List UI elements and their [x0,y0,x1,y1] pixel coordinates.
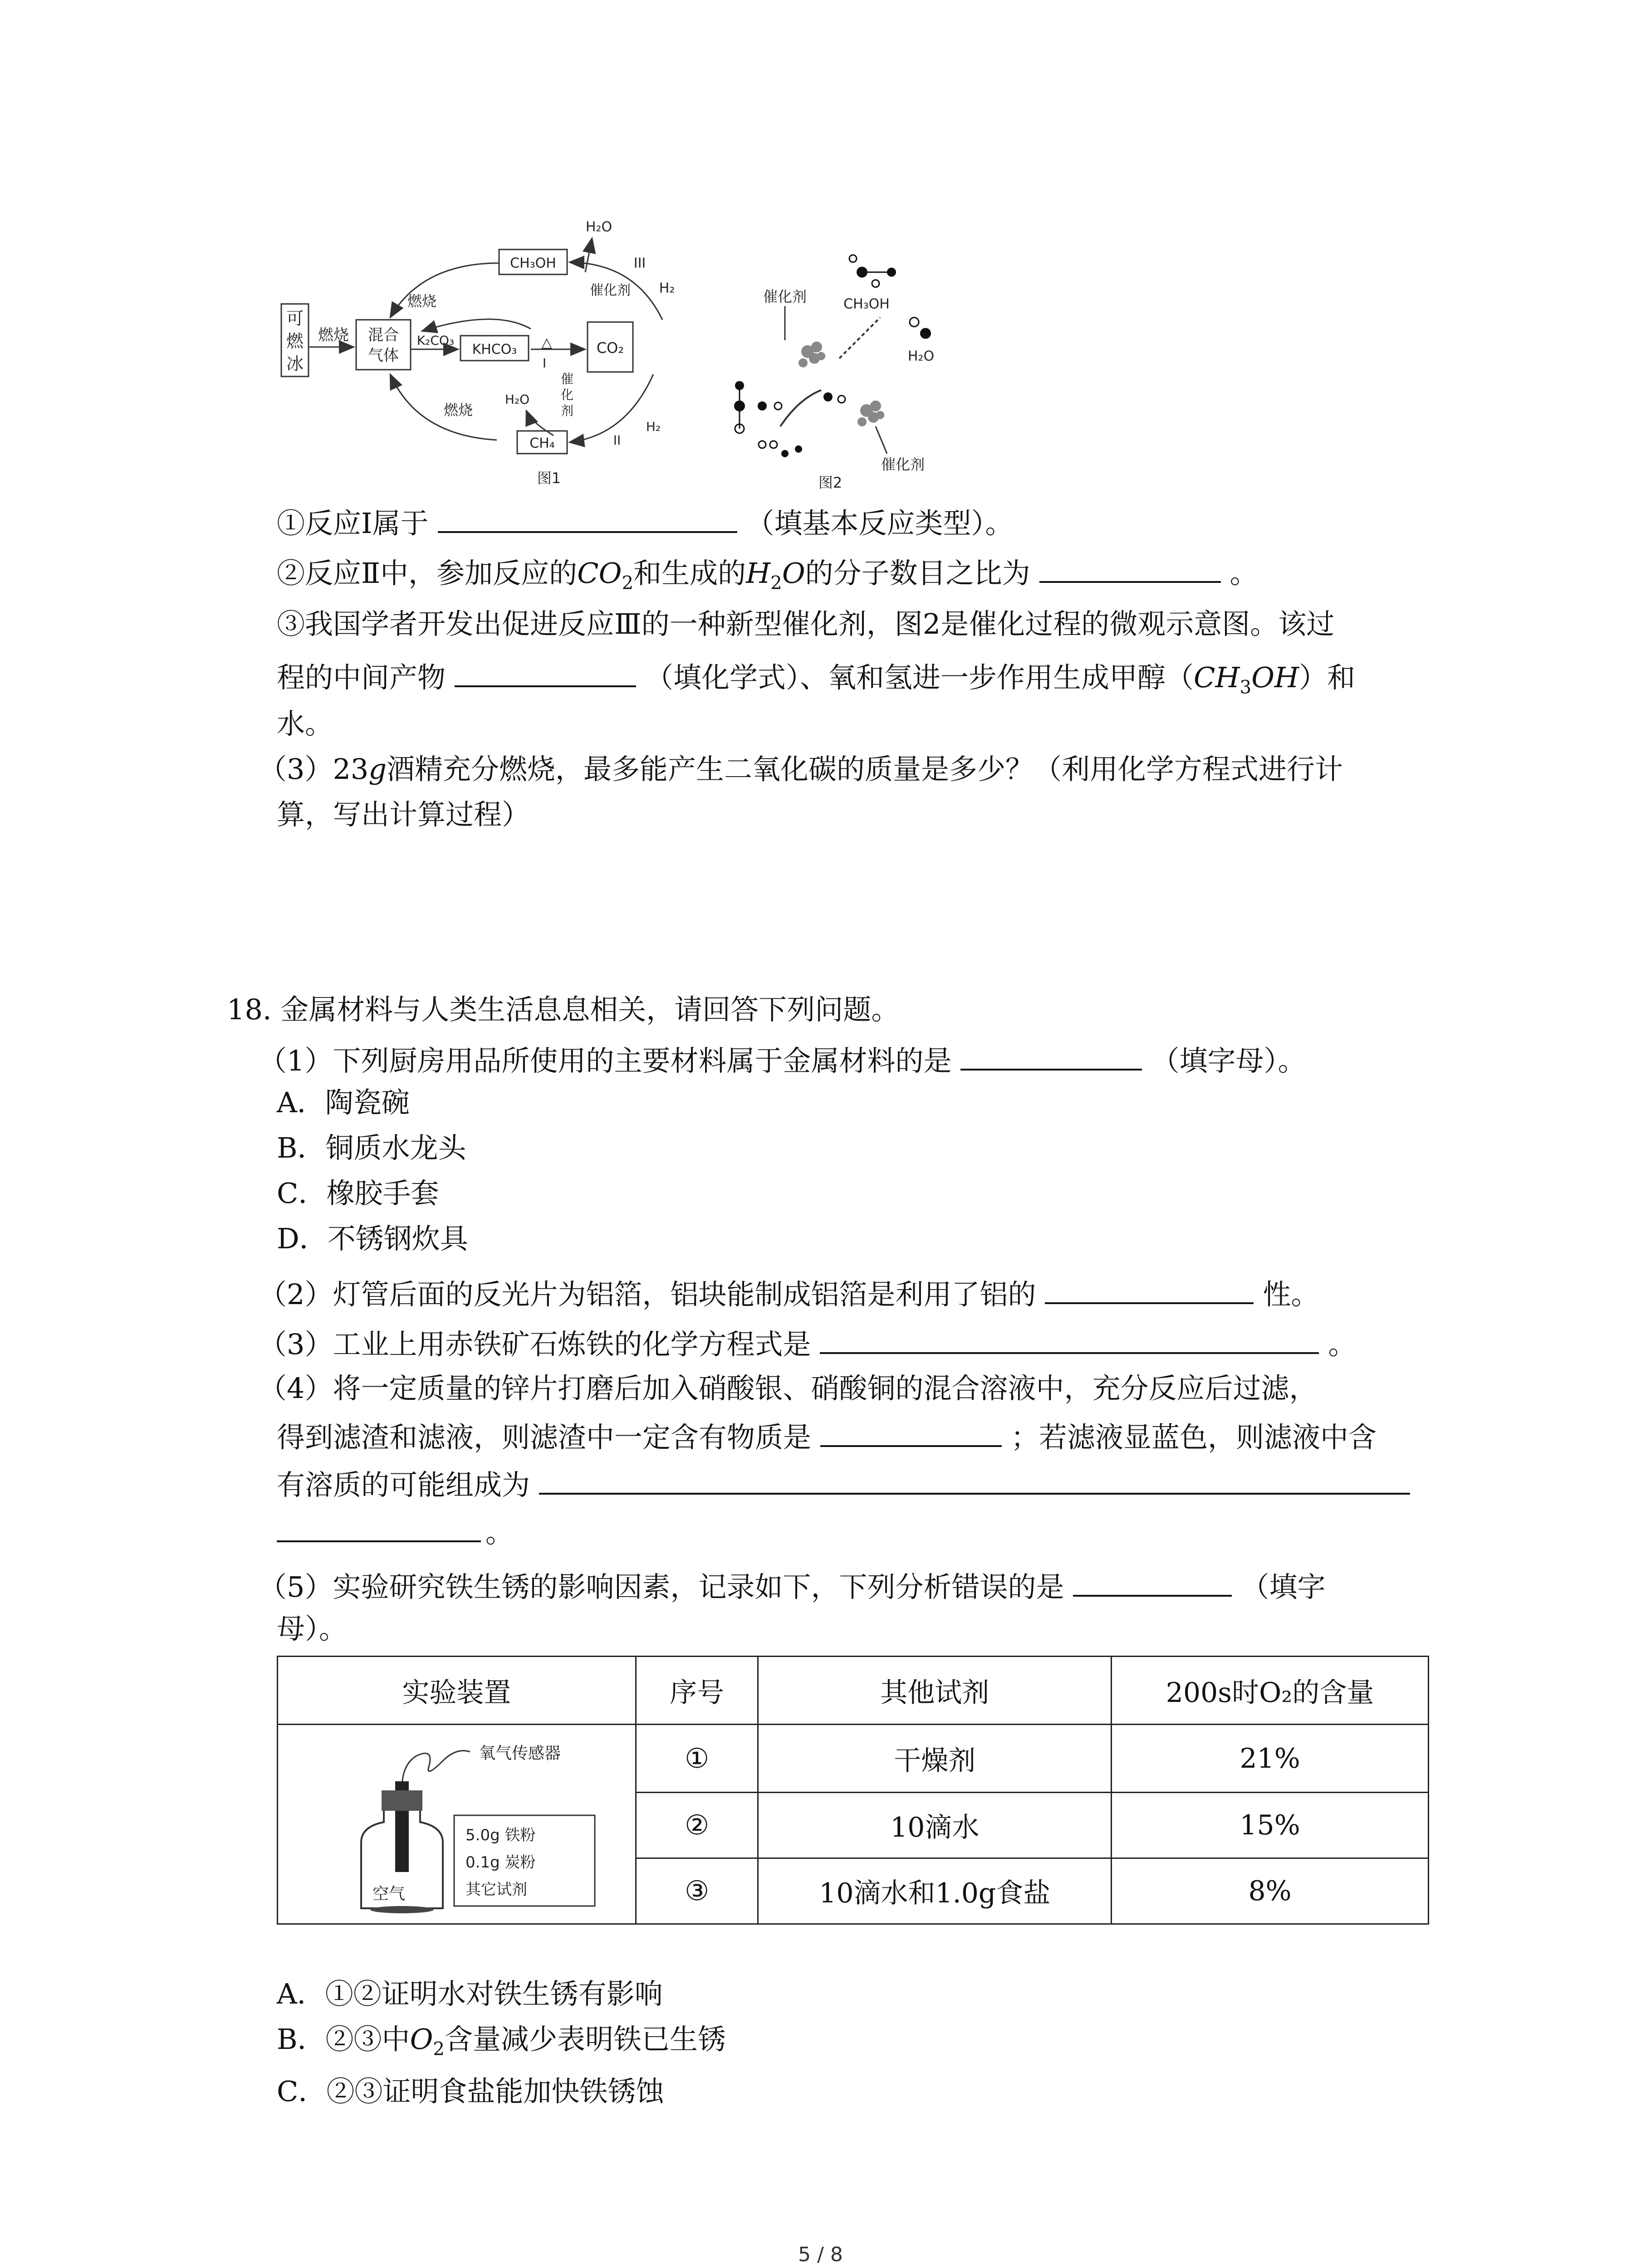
page-number: 5 / 8 [798,2243,843,2266]
h2-top-label: H₂ [659,280,675,296]
q18-s4-pre: 得到滤渣和滤液，则滤渣中一定含有物质是 [277,1421,812,1454]
burn-label-top: 燃烧 [407,293,437,310]
ch4-label: CH₄ [529,435,555,451]
q18-s5-option-b-sub: 2 [433,2038,445,2060]
experiment-table [277,1656,1429,1925]
q17-part3-ch3oh-sub: 3 [1239,676,1252,698]
catalyst-bottom-char-1: 催 [560,371,574,386]
q17-part3-line3: 水。 [277,707,333,740]
q17-part1-post: （填基本反应类型）。 [746,507,1014,540]
header-reagent: 其他试剂 [758,1657,1112,1725]
q18-s1-pre: （1）下列厨房用品所使用的主要材料属于金属材料的是 [259,1044,952,1077]
mixed-gas-line-1: 混合 [368,326,399,344]
q18-s2-pre: （2）灯管后面的反光片为铝箔，铝块能制成铝箔是利用了铝的 [259,1278,1036,1311]
q18-s4-line4-post: 。 [485,1516,514,1549]
q17-part2-h2o-sub: 2 [770,572,782,594]
q18-s5-option-b-post: 含量减少表明铁已生锈 [445,2023,726,2056]
q17-q3-pre: （3）23 [259,753,369,786]
burn-label-bottom: 燃烧 [443,401,473,419]
air-label: 空气 [372,1884,406,1903]
q18-s3-post: 。 [1328,1328,1357,1361]
q18-s5-option-b-o2: O [410,2023,433,2056]
q17-part2-blank[interactable] [1039,556,1221,583]
reactant-molecules [734,381,802,457]
q18-s5-pre: （5）实验研究铁生锈的影响因素，记录如下，下列分析错误的是 [259,1570,1064,1603]
catalyst-bottom-char-3: 剂 [560,403,574,418]
q17-part2-co2: CO [577,557,622,590]
row2-o2: 15% [1112,1793,1429,1858]
q17-part3-ch3oh-b: OH [1251,661,1299,694]
q18-s4-blank-solute[interactable] [539,1467,1410,1495]
methanol-molecule [849,255,896,287]
ch3oh-label: CH₃OH [510,255,556,271]
bottle-stopper [382,1790,422,1811]
reaction-ii-label: II [613,433,621,448]
catalyst-particle-bottom [857,401,884,426]
catalyst-label-bottom: 催化剂 [881,456,925,473]
q18-option-d: D．不锈钢炊具 [277,1222,468,1255]
figure-1-caption: 图1 [537,469,561,487]
ch3oh-label-fig2: CH₃OH [843,296,890,312]
q18-s4-blank-solute-cont[interactable] [277,1515,481,1542]
q18-s5-line2: 母）。 [277,1612,348,1645]
catalyst-label-top: 催化剂 [763,288,807,305]
q17-part2-mid: 和生成的 [633,557,746,590]
figure-1-cycle-diagram [272,209,735,499]
q17-part3-blank[interactable] [455,660,636,687]
contents-other: 其它试剂 [465,1880,528,1899]
catalyst-bottom-char-2: 化 [560,387,574,402]
q17-part2-pre: ②反应Ⅱ中，参加反应的 [277,557,578,590]
q18-option-a: A．陶瓷碗 [277,1086,410,1119]
q18-s1-post: （填字母）。 [1151,1044,1306,1077]
mixed-gas-line-2: 气体 [368,347,399,365]
heat-symbol: △ [541,335,552,351]
q18-s4-line3-pre: 有溶质的可能组成为 [277,1468,530,1501]
q18-s5-option-b [277,2025,726,2058]
row1-o2: 21% [1112,1725,1429,1793]
catalyst-particle-top [798,342,825,367]
q18-s5-option-b-pre: B．②③中 [277,2023,410,2056]
q17-q3-line1 [259,753,1343,786]
q17-q3-g: g [368,753,387,786]
q18-s4-line4 [277,1515,514,1547]
q17-part3-line2 [277,660,1355,697]
combustible-ice-char-1: 可 [286,308,304,328]
row2-number: ② [636,1793,758,1858]
row1-reagent: 干燥剂 [758,1725,1112,1793]
q18-s5-blank[interactable] [1073,1569,1232,1597]
q18-s2-post: 性。 [1263,1278,1319,1311]
q18-s2-blank[interactable] [1045,1277,1254,1304]
q17-part3-pre: 程的中间产物 [277,661,446,694]
q17-part2-post: 的分子数目之比为 [805,557,1030,590]
q17-part3-end: ）和 [1299,661,1356,694]
header-apparatus: 实验装置 [278,1657,636,1725]
figure-2-micro-diagram [730,254,985,490]
q17-part2-h2o-a: H [746,557,771,590]
h2o-label-fig2: H₂O [907,348,935,364]
burn-label-left: 燃烧 [318,326,349,344]
q18-s5-post: （填字 [1241,1570,1326,1603]
q18-s2 [259,1277,1319,1309]
k2co3-label: K₂CO₃ [416,333,455,348]
q17-part2-end: 。 [1230,557,1258,590]
header-number: 序号 [636,1657,758,1725]
q18-s5-option-c: C．②③证明食盐能加快铁锈蚀 [277,2075,664,2108]
apparatus-illustration [298,1729,615,1920]
q17-part1-pre: ①反应Ⅰ属于 [277,507,429,540]
q18-s3-pre: （3）工业上用赤铁矿石炼铁的化学方程式是 [259,1328,811,1361]
q17-part2 [277,556,1258,592]
q18-s4-line1: （4）将一定质量的锌片打磨后加入硝酸银、硝酸铜的混合溶液中，充分反应后过滤， [259,1372,1318,1405]
combustible-ice-char-2: 燃 [286,331,304,351]
q18-s5-option-a: A．①②证明水对铁生锈有影响 [277,1977,663,2010]
row3-number: ③ [636,1858,758,1924]
h2o-top-label: H₂O [585,219,612,235]
q18-title: 18. 金属材料与人类生活息息相关，请回答下列问题。 [227,993,900,1026]
h2o-bottom-label: H₂O [505,392,530,407]
q18-s5-line1 [259,1569,1325,1601]
q17-q3-post: 酒精充分燃烧，最多能产生二氧化碳的质量是多少？（利用化学方程式进行计 [387,753,1343,786]
reaction-iii-label: III [633,255,646,271]
q18-option-b: B．铜质水龙头 [277,1131,466,1164]
water-molecule [910,318,931,339]
contents-carbon: 0.1g 炭粉 [465,1853,536,1872]
q18-s4-post: ；若滤液显蓝色，则滤液中含 [1011,1421,1377,1454]
q17-part2-h2o-b: O [782,557,805,590]
h2-bottom-label: H₂ [646,419,661,434]
q17-part3-line1: ③我国学者开发出促进反应Ⅲ的一种新型催化剂，图2是催化过程的微观示意图。该过 [277,607,1335,640]
header-o2-content: 200s时O₂的含量 [1112,1657,1429,1725]
apparatus-cell [278,1725,636,1924]
q18-s3 [259,1327,1356,1359]
row1-number: ① [636,1725,758,1793]
catalyst-top-label: 催化剂 [590,283,631,298]
q18-s3-blank[interactable] [820,1327,1319,1354]
q18-s1 [259,1043,1306,1075]
row3-o2: 8% [1112,1858,1429,1924]
q17-part1-blank[interactable] [438,506,737,533]
q17-part1 [277,506,1014,538]
figure-2-caption: 图2 [818,474,843,490]
q17-q3-line2: 算，写出计算过程） [277,798,530,831]
khco3-label: KHCO₃ [472,342,517,357]
contents-iron: 5.0g 铁粉 [465,1826,536,1844]
combustible-ice-char-3: 冰 [286,354,304,374]
q18-s4-line3 [277,1467,1410,1499]
q18-s4-line2 [277,1420,1376,1452]
row2-reagent: 10滴水 [758,1793,1112,1858]
co2-label: CO₂ [596,339,624,357]
q18-option-c: C．橡胶手套 [277,1177,439,1210]
q17-part2-co2-sub: 2 [622,572,634,594]
q18-s4-blank-residue[interactable] [820,1420,1002,1447]
q17-part3-post: （填化学式）、氧和氢进一步作用生成甲醇（ [645,661,1194,694]
oxygen-sensor-label: 氧气传感器 [479,1744,561,1763]
q18-s1-blank[interactable] [960,1043,1142,1070]
reaction-i-label: I [542,356,547,371]
table-row [278,1725,1429,1793]
row3-reagent: 10滴水和1.0g食盐 [758,1858,1112,1924]
q17-part3-ch3oh-a: CH [1194,661,1240,694]
table-header-row [278,1657,1429,1725]
